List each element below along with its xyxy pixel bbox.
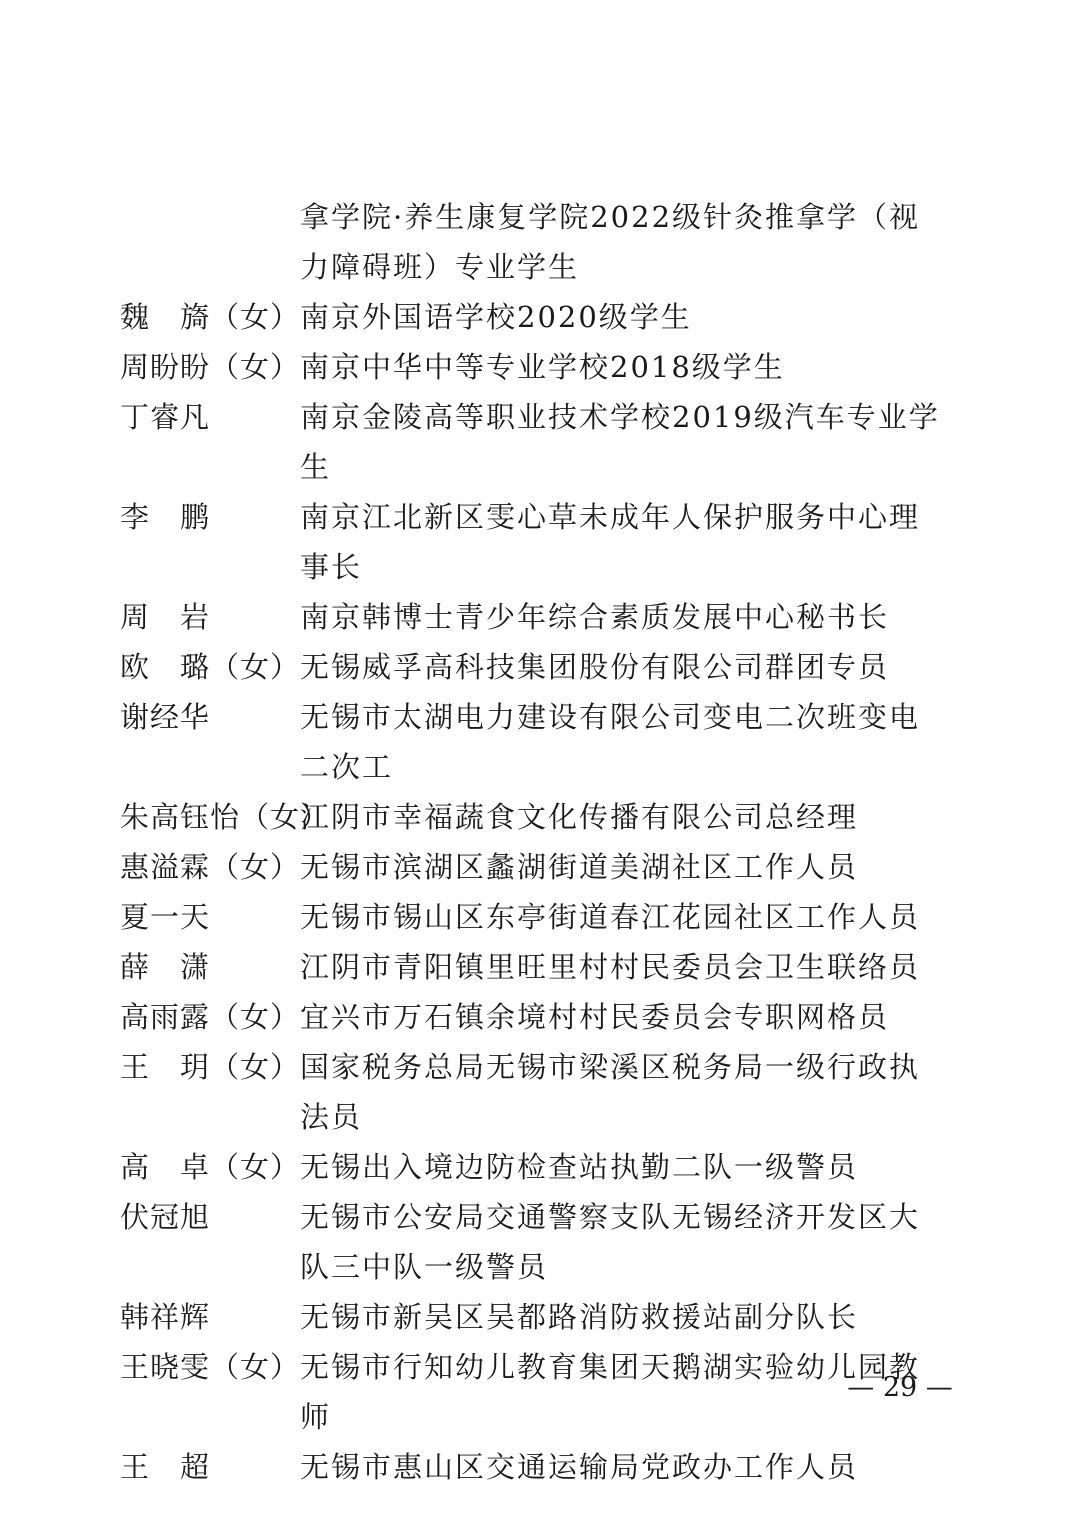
person-name: 魏 旖（女） <box>120 300 301 334</box>
person-description: 国家税务总局无锡市梁溪区税务局一级行政执法员 <box>300 1050 921 1134</box>
honoree-list <box>120 192 950 1492</box>
person-name: 王 超 <box>120 1450 211 1484</box>
list-item <box>120 1192 950 1292</box>
person-name: 欧 璐（女） <box>120 650 301 684</box>
person-description: 宜兴市万石镇余境村村民委员会专职网格员 <box>300 1000 890 1034</box>
list-item <box>120 842 950 892</box>
list-item <box>120 992 950 1042</box>
list-item <box>120 1042 950 1142</box>
list-item <box>120 892 950 942</box>
list-item <box>120 1292 950 1342</box>
person-description: 南京中华中等专业学校2018级学生 <box>300 350 785 384</box>
person-description: 无锡市公安局交通警察支队无锡经济开发区大队三中队一级警员 <box>300 1200 921 1284</box>
person-name: 高雨露（女） <box>120 1000 301 1034</box>
person-description: 无锡市惠山区交通运输局党政办工作人员 <box>300 1450 859 1484</box>
list-item <box>120 392 950 492</box>
person-description: 无锡市新吴区吴都路消防救援站副分队长 <box>300 1300 859 1334</box>
person-name: 周 岩 <box>120 600 211 634</box>
person-name: 惠溢霖（女） <box>120 850 301 884</box>
person-name: 李 鹏 <box>120 500 211 534</box>
person-description: 无锡威孚高科技集团股份有限公司群团专员 <box>300 650 890 684</box>
person-name: 韩祥辉 <box>120 1300 211 1334</box>
person-description: 江阴市青阳镇里旺里村村民委员会卫生联络员 <box>300 950 921 984</box>
person-name: 周盼盼（女） <box>120 350 301 384</box>
person-name: 王 玥（女） <box>120 1050 301 1084</box>
person-description: 南京金陵高等职业技术学校2019级汽车专业学生 <box>300 400 940 484</box>
person-description: 江阴市幸福蔬食文化传播有限公司总经理 <box>300 800 859 834</box>
person-name: 薛 潇 <box>120 950 211 984</box>
person-description: 无锡市太湖电力建设有限公司变电二次班变电二次工 <box>300 700 921 784</box>
list-item <box>120 192 950 292</box>
person-name: 朱高钰怡（女） <box>120 800 331 834</box>
person-name: 夏一天 <box>120 900 211 934</box>
list-item <box>120 1142 950 1192</box>
person-description: 无锡市滨湖区蠡湖街道美湖社区工作人员 <box>300 850 859 884</box>
person-name: 高 卓（女） <box>120 1150 301 1184</box>
list-item <box>120 292 950 342</box>
person-description: 拿学院·养生康复学院2022级针灸推拿学（视力障碍班）专业学生 <box>300 200 921 284</box>
list-item <box>120 792 950 842</box>
list-item <box>120 342 950 392</box>
person-name: 谢经华 <box>120 700 211 734</box>
person-description: 南京江北新区雯心草未成年人保护服务中心理事长 <box>300 500 921 584</box>
list-item <box>120 1442 950 1492</box>
page-number: — 29 — <box>847 1372 953 1403</box>
list-item <box>120 492 950 592</box>
person-description: 南京外国语学校2020级学生 <box>300 300 692 334</box>
person-description: 无锡市行知幼儿教育集团天鹅湖实验幼儿园教师 <box>300 1350 921 1434</box>
person-name: 丁睿凡 <box>120 400 211 434</box>
person-name: 伏冠旭 <box>120 1200 211 1234</box>
list-item <box>120 1342 950 1442</box>
person-description: 无锡出入境边防检查站执勤二队一级警员 <box>300 1150 859 1184</box>
list-item <box>120 942 950 992</box>
person-name: 王晓雯（女） <box>120 1350 301 1384</box>
list-item <box>120 642 950 692</box>
person-description: 无锡市锡山区东亭街道春江花园社区工作人员 <box>300 900 921 934</box>
list-item <box>120 592 950 642</box>
list-item <box>120 692 950 792</box>
person-description: 南京韩博士青少年综合素质发展中心秘书长 <box>300 600 890 634</box>
